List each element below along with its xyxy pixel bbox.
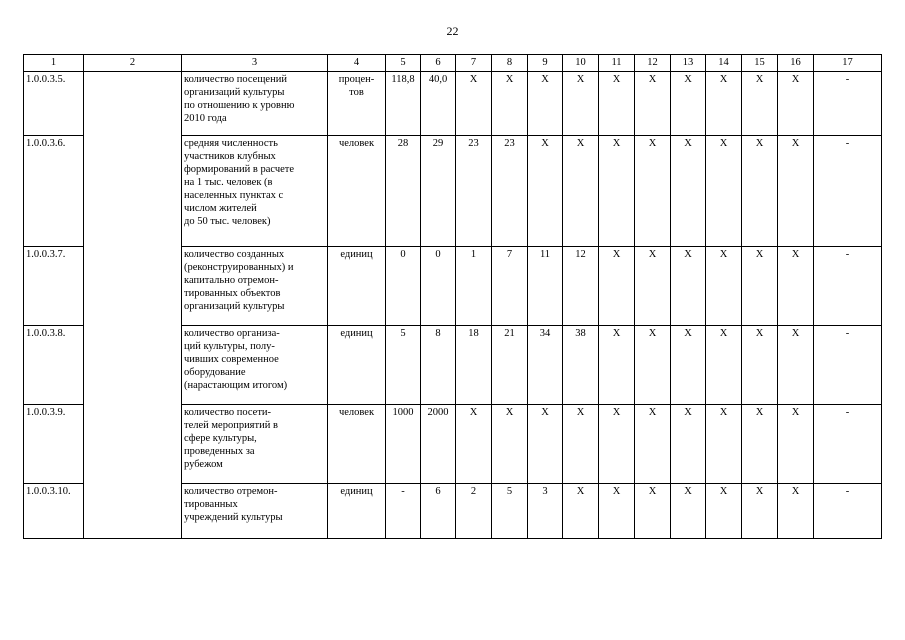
value-cell: 6 [421, 484, 456, 539]
description-line: количество отремон- [184, 486, 278, 497]
column-header: 5 [386, 55, 421, 72]
value-cell: X [706, 247, 742, 326]
unit-line: человек [338, 407, 375, 418]
indicator-code: 1.0.0.3.7. [24, 247, 84, 326]
indicator-code: 1.0.0.3.6. [24, 136, 84, 247]
value-cell: X [492, 72, 528, 136]
value-cell: X [635, 72, 671, 136]
value-cell: X [778, 484, 814, 539]
indicator-description [182, 484, 328, 539]
value-cell: X [635, 247, 671, 326]
value-cell: X [742, 484, 778, 539]
value-cell: - [814, 326, 882, 405]
value-cell: X [671, 247, 706, 326]
value-cell: X [778, 405, 814, 484]
value-cell: 5 [492, 484, 528, 539]
indicator-description [182, 326, 328, 405]
value-cell: 23 [492, 136, 528, 247]
page-number: 22 [446, 24, 459, 38]
description-line: на 1 тыс. человек (в [184, 177, 273, 188]
column-header: 10 [563, 55, 599, 72]
indicator-description [182, 247, 328, 326]
value-cell: X [742, 405, 778, 484]
description-line: числом жителей [184, 203, 257, 214]
value-cell: X [563, 484, 599, 539]
description-line: капитально отремон- [184, 275, 279, 286]
description-line: организаций культуры [184, 87, 285, 98]
value-cell: X [706, 136, 742, 247]
value-cell: 21 [492, 326, 528, 405]
value-cell: X [742, 72, 778, 136]
column-2-cell [84, 72, 182, 539]
value-cell: X [742, 247, 778, 326]
value-cell: X [599, 405, 635, 484]
description-line: ций культуры, полу- [184, 341, 275, 352]
column-header: 4 [328, 55, 386, 72]
value-cell: 8 [421, 326, 456, 405]
column-header: 14 [706, 55, 742, 72]
indicator-description [182, 72, 328, 136]
value-cell: 18 [456, 326, 492, 405]
value-cell: X [599, 247, 635, 326]
value-cell: 1 [456, 247, 492, 326]
unit-line: процен- [338, 74, 375, 85]
description-line: (нарастающим итогом) [184, 380, 288, 391]
value-cell: X [742, 136, 778, 247]
unit-line: единиц [340, 486, 373, 497]
column-header: 15 [742, 55, 778, 72]
value-cell: 29 [421, 136, 456, 247]
value-cell: 118,8 [386, 72, 421, 136]
column-header: 7 [456, 55, 492, 72]
column-header: 11 [599, 55, 635, 72]
value-cell: X [599, 136, 635, 247]
value-cell: X [706, 405, 742, 484]
column-header: 13 [671, 55, 706, 72]
value-cell: 34 [528, 326, 563, 405]
indicator-code: 1.0.0.3.9. [24, 405, 84, 484]
description-line: телей мероприятий в [184, 420, 278, 431]
value-cell: X [742, 326, 778, 405]
indicator-description [182, 405, 328, 484]
description-line: проведенных за [184, 446, 255, 457]
value-cell: X [528, 72, 563, 136]
value-cell: 28 [386, 136, 421, 247]
description-line: до 50 тыс. человек) [184, 216, 271, 227]
unit-cell [328, 405, 386, 484]
column-header: 6 [421, 55, 456, 72]
indicator-code: 1.0.0.3.5. [24, 72, 84, 136]
value-cell: X [563, 136, 599, 247]
value-cell: 23 [456, 136, 492, 247]
value-cell: X [778, 326, 814, 405]
value-cell: X [563, 72, 599, 136]
value-cell: X [599, 484, 635, 539]
value-cell: X [456, 405, 492, 484]
description-line: рубежом [184, 459, 223, 470]
description-line: чивших современное [184, 354, 279, 365]
value-cell: X [492, 405, 528, 484]
unit-line: тов [349, 87, 364, 98]
value-cell: - [814, 484, 882, 539]
column-header: 8 [492, 55, 528, 72]
description-line: 2010 года [184, 113, 227, 124]
value-cell: 0 [386, 247, 421, 326]
value-cell: X [599, 72, 635, 136]
value-cell: 7 [492, 247, 528, 326]
value-cell: X [778, 247, 814, 326]
value-cell: X [528, 136, 563, 247]
value-cell: 2000 [421, 405, 456, 484]
value-cell: X [456, 72, 492, 136]
description-line: организаций культуры [184, 301, 285, 312]
value-cell: 0 [421, 247, 456, 326]
description-line: количество созданных [184, 249, 285, 260]
value-cell: 12 [563, 247, 599, 326]
data-table [23, 54, 882, 539]
value-cell: 3 [528, 484, 563, 539]
table-header-row [24, 55, 882, 72]
value-cell: 38 [563, 326, 599, 405]
value-cell: - [814, 136, 882, 247]
value-cell: X [635, 484, 671, 539]
description-line: тированных [184, 499, 238, 510]
value-cell: 11 [528, 247, 563, 326]
unit-cell [328, 326, 386, 405]
description-line: количество организа- [184, 328, 280, 339]
value-cell: X [706, 484, 742, 539]
column-header: 16 [778, 55, 814, 72]
indicator-code: 1.0.0.3.10. [24, 484, 84, 539]
value-cell: - [814, 405, 882, 484]
column-header: 9 [528, 55, 563, 72]
description-line: средняя численность [184, 138, 278, 149]
unit-cell [328, 72, 386, 136]
value-cell: X [778, 72, 814, 136]
value-cell: X [671, 136, 706, 247]
value-cell: X [528, 405, 563, 484]
value-cell: X [778, 136, 814, 247]
column-header: 3 [182, 55, 328, 72]
value-cell: X [706, 326, 742, 405]
description-line: количество посещений [184, 74, 287, 85]
table-body [24, 72, 882, 539]
value-cell: - [814, 72, 882, 136]
description-line: учреждений культуры [184, 512, 283, 523]
column-header: 12 [635, 55, 671, 72]
value-cell: 2 [456, 484, 492, 539]
column-header: 17 [814, 55, 882, 72]
value-cell: 40,0 [421, 72, 456, 136]
unit-line: человек [338, 138, 375, 149]
description-line: населенных пунктах с [184, 190, 284, 201]
description-line: сфере культуры, [184, 433, 257, 444]
description-line: оборудование [184, 367, 246, 378]
value-cell: X [635, 405, 671, 484]
value-cell: X [635, 326, 671, 405]
value-cell: X [706, 72, 742, 136]
description-line: (реконструированных) и [184, 262, 294, 273]
unit-line: единиц [340, 328, 373, 339]
unit-cell [328, 136, 386, 247]
indicator-code: 1.0.0.3.8. [24, 326, 84, 405]
description-line: тированных объектов [184, 288, 281, 299]
indicator-description [182, 136, 328, 247]
value-cell: 5 [386, 326, 421, 405]
description-line: формирований в расчете [184, 164, 295, 175]
value-cell: X [599, 326, 635, 405]
description-line: участников клубных [184, 151, 276, 162]
value-cell: X [671, 72, 706, 136]
value-cell: X [563, 405, 599, 484]
column-header: 1 [24, 55, 84, 72]
unit-cell [328, 247, 386, 326]
value-cell: - [814, 247, 882, 326]
value-cell: - [386, 484, 421, 539]
description-line: по отношению к уровню [184, 100, 295, 111]
column-header: 2 [84, 55, 182, 72]
description-line: количество посети- [184, 407, 272, 418]
value-cell: 1000 [386, 405, 421, 484]
unit-line: единиц [340, 249, 373, 260]
unit-cell [328, 484, 386, 539]
value-cell: X [671, 326, 706, 405]
value-cell: X [671, 484, 706, 539]
table-row [24, 72, 882, 136]
value-cell: X [635, 136, 671, 247]
value-cell: X [671, 405, 706, 484]
